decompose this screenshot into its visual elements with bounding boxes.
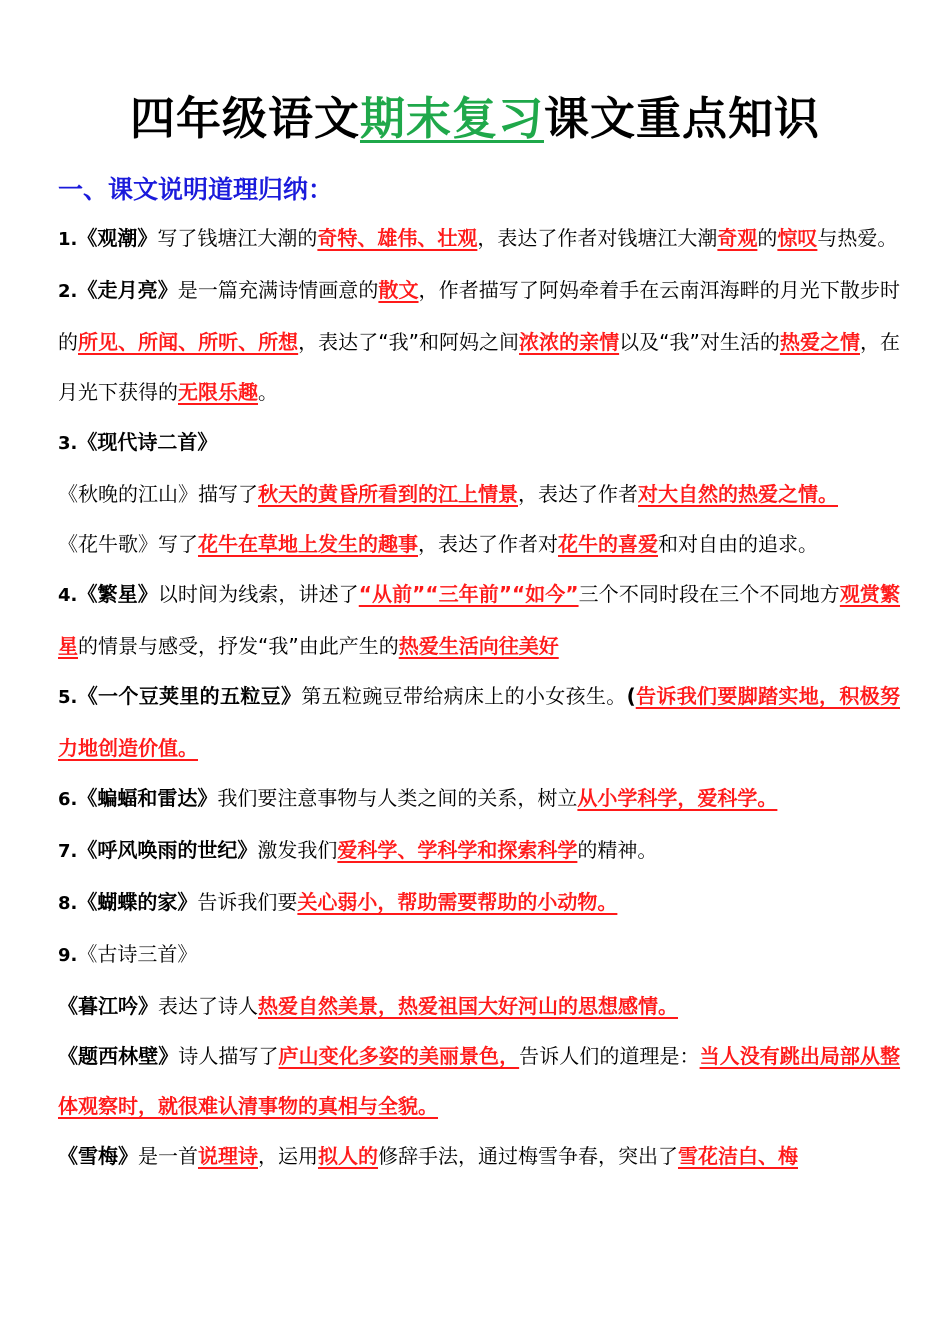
key-point: “从前”“三年前”“如今”: [358, 582, 579, 606]
paragraph: [58, 773, 900, 825]
item-number: 2.: [58, 281, 78, 302]
paragraph: [58, 671, 900, 773]
text-segment: 告诉人们的道理是：: [519, 1044, 700, 1068]
item-number: 6.: [58, 789, 78, 810]
text-segment: 修辞手法，通过梅雪争春，突出了: [378, 1144, 678, 1168]
text-segment: 《古诗三首》: [77, 942, 198, 966]
text-segment: ，表达了作者: [518, 482, 638, 506]
lesson-title: 《雪梅》: [58, 1144, 138, 1168]
text-segment: 是一首: [138, 1144, 198, 1168]
text-segment: 的精神。: [577, 838, 658, 862]
key-point: 观赏繁星: [58, 582, 901, 658]
key-point: 所见、所闻、所听、所想: [78, 330, 299, 354]
item-number: 7.: [58, 841, 78, 862]
key-point: 对大自然的热爱之情。: [638, 482, 838, 506]
key-point: 奇特、雄伟、壮观: [317, 226, 478, 250]
text-segment: 是一篇充满诗情画意的: [177, 278, 379, 302]
key-point: 花牛的喜爱: [558, 532, 658, 556]
item-number: 4.: [58, 585, 78, 606]
text-segment: 和对自由的追求。: [658, 532, 818, 556]
text-segment: ，表达了作者对钱塘江大潮: [477, 226, 718, 250]
text-segment: ，作者描写了阿妈牵着手在云南洱海畔的月光下散步时的: [58, 278, 901, 354]
key-point: 从小学科学，爱科学。: [577, 786, 778, 810]
text-segment: 写了钱塘江大潮的: [157, 226, 318, 250]
paragraph: [58, 265, 900, 417]
text-segment: ，在月光下获得的: [58, 330, 901, 404]
item-number: 5.: [58, 687, 78, 708]
title-pre: 四年级语文: [129, 92, 360, 145]
text-segment: 告诉我们要: [197, 890, 298, 914]
page-title: [0, 82, 950, 147]
lesson-title: 《呼风唤雨的世纪》: [77, 838, 258, 862]
lesson-title: (: [626, 684, 636, 708]
text-segment: 《秋晚的江山》描写了: [58, 482, 258, 506]
text-segment: 我们要注意事物与人类之间的关系，树立: [217, 786, 578, 810]
key-point: 说理诗: [198, 1144, 258, 1168]
lesson-title: 《一个豆荚里的五粒豆》: [77, 684, 302, 708]
item-number: 1.: [58, 229, 78, 250]
text-segment: ，运用: [258, 1144, 318, 1168]
lesson-title: 《观潮》: [77, 226, 158, 250]
key-point: 无限乐趣: [178, 380, 258, 404]
text-segment: 以时间为线索，讲述了: [157, 582, 359, 606]
paragraph: [58, 213, 900, 265]
lesson-title: 《现代诗二首》: [77, 430, 218, 454]
content-body: [58, 213, 900, 1181]
key-point: 奇观: [717, 226, 758, 250]
key-point: 惊叹: [777, 226, 818, 250]
lesson-title: 《蝙蝠和雷达》: [77, 786, 218, 810]
text-segment: ，表达了“我”和阿妈之间: [298, 330, 520, 354]
key-point: 当人没有跳出局部从整体观察时，就很难认清事物的真相与全貌。: [58, 1044, 901, 1118]
item-number: 8.: [58, 893, 78, 914]
key-point: 热爱生活向往美好: [398, 634, 559, 658]
text-segment: 与热爱。: [817, 226, 898, 250]
text-segment: 诗人描写了: [178, 1044, 279, 1068]
text-segment: 表达了诗人: [158, 994, 258, 1018]
paragraph: [58, 519, 900, 569]
title-post: 课文重点知识: [544, 92, 821, 145]
paragraph: [58, 981, 900, 1031]
paragraph: [58, 877, 900, 929]
key-point: 爱科学、学科学和探索科学: [337, 838, 578, 862]
paragraph: [58, 469, 900, 519]
key-point: 花牛在草地上发生的趣事: [198, 532, 418, 556]
text-segment: 的: [757, 226, 778, 250]
key-point: 拟人的: [318, 1144, 378, 1168]
title-highlight: 期末复习: [359, 92, 544, 145]
lesson-title: 《暮江吟》: [58, 994, 158, 1018]
lesson-title: 《蝴蝶的家》: [77, 890, 198, 914]
text-segment: ，表达了作者对: [418, 532, 558, 556]
text-segment: 《花牛歌》写了: [58, 532, 198, 556]
lesson-title: 《题西林壁》: [58, 1044, 179, 1068]
key-point: 浓浓的亲情: [519, 330, 620, 354]
paragraph: [58, 825, 900, 877]
key-point: 雪花洁白、梅: [678, 1144, 798, 1168]
item-number: 9.: [58, 945, 78, 966]
paragraph: [58, 929, 900, 981]
paragraph: [58, 569, 900, 671]
key-point: 告诉我们要脚踏实地，积极努力地创造价值。: [58, 684, 901, 760]
text-segment: 三个不同时段在三个不同地方: [578, 582, 840, 606]
text-segment: 第五粒豌豆带给病床上的小女孩生。: [301, 684, 627, 708]
lesson-title: 《走月亮》: [77, 278, 178, 302]
text-segment: 激发我们: [257, 838, 338, 862]
paragraph: [58, 417, 900, 469]
key-point: 关心弱小，帮助需要帮助的小动物。: [297, 890, 618, 914]
paragraph: [58, 1131, 900, 1181]
text-segment: 以及“我”对生活的: [619, 330, 780, 354]
text-segment: 。: [258, 380, 278, 404]
section-heading: 一、课文说明道理归纳：: [58, 175, 334, 204]
item-number: 3.: [58, 433, 78, 454]
key-point: 秋天的黄昏所看到的江上情景: [258, 482, 518, 506]
key-point: 热爱自然美景，热爱祖国大好河山的思想感情。: [258, 994, 678, 1018]
key-point: 热爱之情: [779, 330, 860, 354]
paragraph: [58, 1031, 900, 1131]
key-point: 庐山变化多姿的美丽景色，: [278, 1044, 520, 1068]
text-segment: 的情景与感受，抒发“我”由此产生的: [78, 634, 399, 658]
lesson-title: 《繁星》: [77, 582, 158, 606]
key-point: 散文: [378, 278, 419, 302]
